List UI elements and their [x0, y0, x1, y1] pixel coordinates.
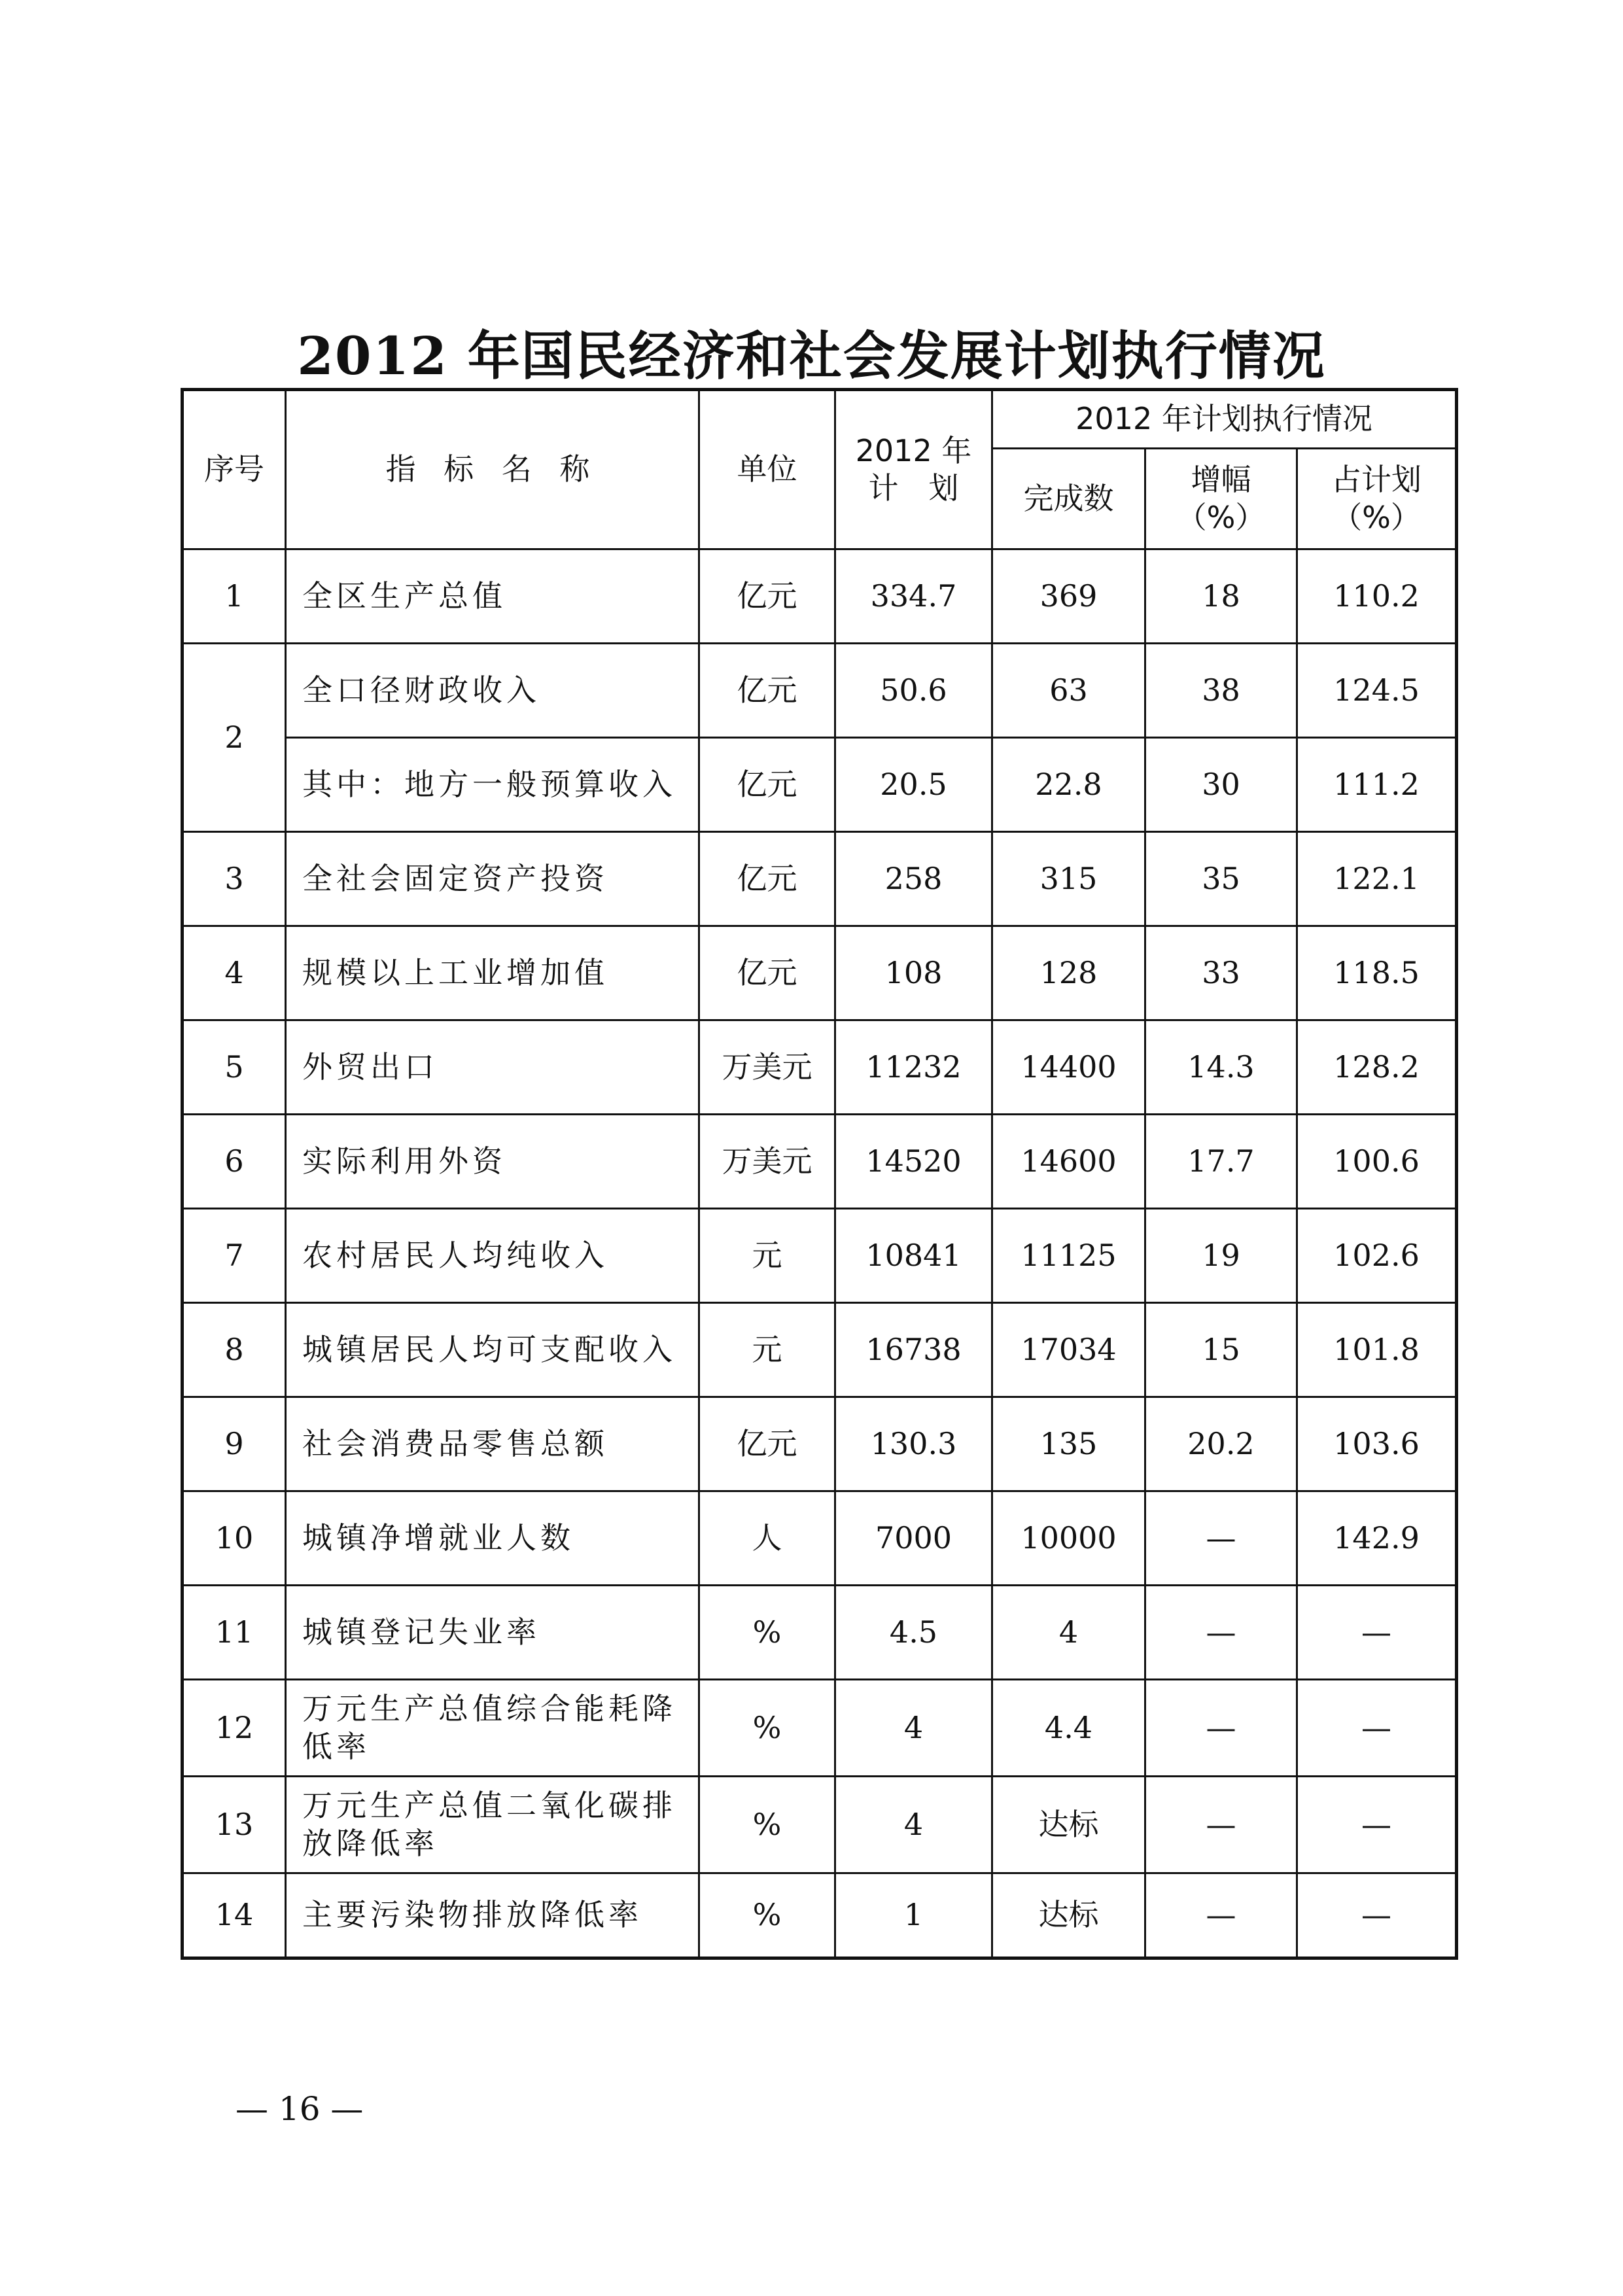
- cell-growth: —: [1145, 1586, 1297, 1680]
- cell-growth: 38: [1145, 644, 1297, 738]
- table-row: [183, 1397, 1457, 1491]
- cell-percent-of-plan: 102.6: [1297, 1209, 1457, 1303]
- cell-plan: 10841: [835, 1209, 992, 1303]
- cell-completed: 10000: [992, 1491, 1145, 1586]
- cell-growth: 18: [1145, 549, 1297, 644]
- cell-indicator-name: 全口径财政收入: [286, 644, 699, 738]
- cell-growth: 30: [1145, 738, 1297, 832]
- cell-unit: %: [699, 1680, 835, 1777]
- cell-completed: 17034: [992, 1303, 1145, 1397]
- cell-seq: 5: [183, 1020, 286, 1115]
- cell-completed: 4.4: [992, 1680, 1145, 1777]
- cell-percent-of-plan: 142.9: [1297, 1491, 1457, 1586]
- cell-completed: 4: [992, 1586, 1145, 1680]
- cell-growth: 19: [1145, 1209, 1297, 1303]
- header-execution-group: 2012 年计划执行情况: [992, 390, 1457, 449]
- plan-execution-table: [181, 388, 1458, 1960]
- cell-seq: 7: [183, 1209, 286, 1303]
- table-row: [183, 1491, 1457, 1586]
- cell-indicator-name: 全区生产总值: [286, 549, 699, 644]
- cell-indicator-name: 农村居民人均纯收入: [286, 1209, 699, 1303]
- cell-completed: 369: [992, 549, 1145, 644]
- cell-completed: 达标: [992, 1777, 1145, 1873]
- cell-completed: 11125: [992, 1209, 1145, 1303]
- cell-completed: 315: [992, 832, 1145, 926]
- cell-seq: 9: [183, 1397, 286, 1491]
- cell-plan: 4.5: [835, 1586, 992, 1680]
- table-row: [183, 926, 1457, 1020]
- page-number: — 16 —: [236, 2090, 364, 2128]
- cell-unit: 元: [699, 1209, 835, 1303]
- cell-seq: 1: [183, 549, 286, 644]
- cell-growth: 35: [1145, 832, 1297, 926]
- cell-plan: 20.5: [835, 738, 992, 832]
- header-growth: 增幅 （%）: [1145, 449, 1297, 549]
- cell-unit: 亿元: [699, 738, 835, 832]
- cell-growth: 17.7: [1145, 1115, 1297, 1209]
- cell-percent-of-plan: 101.8: [1297, 1303, 1457, 1397]
- cell-percent-of-plan: 111.2: [1297, 738, 1457, 832]
- cell-unit: 万美元: [699, 1020, 835, 1115]
- table-row: [183, 1873, 1457, 1958]
- cell-indicator-name: 城镇净增就业人数: [286, 1491, 699, 1586]
- cell-percent-of-plan: 122.1: [1297, 832, 1457, 926]
- table-row: [183, 1777, 1457, 1873]
- header-indicator-name: 指 标 名 称: [286, 390, 699, 549]
- cell-indicator-name: 实际利用外资: [286, 1115, 699, 1209]
- cell-plan: 16738: [835, 1303, 992, 1397]
- cell-seq: 8: [183, 1303, 286, 1397]
- cell-growth: 14.3: [1145, 1020, 1297, 1115]
- cell-plan: 14520: [835, 1115, 992, 1209]
- cell-plan: 4: [835, 1777, 992, 1873]
- cell-completed: 14400: [992, 1020, 1145, 1115]
- page-title: 2012 年国民经济和社会发展计划执行情况: [297, 325, 1326, 387]
- cell-seq: 14: [183, 1873, 286, 1958]
- cell-unit: 元: [699, 1303, 835, 1397]
- cell-plan: 7000: [835, 1491, 992, 1586]
- cell-growth: —: [1145, 1680, 1297, 1777]
- cell-indicator-name: 其中：地方一般预算收入: [286, 738, 699, 832]
- cell-unit: 亿元: [699, 644, 835, 738]
- cell-completed: 128: [992, 926, 1145, 1020]
- cell-indicator-name: 万元生产总值综合能耗降低率: [286, 1680, 699, 1777]
- cell-plan: 4: [835, 1680, 992, 1777]
- cell-unit: 万美元: [699, 1115, 835, 1209]
- table-row: [183, 644, 1457, 738]
- cell-percent-of-plan: —: [1297, 1873, 1457, 1958]
- cell-growth: —: [1145, 1873, 1297, 1958]
- header-completed: 完成数: [992, 449, 1145, 549]
- cell-completed: 14600: [992, 1115, 1145, 1209]
- cell-indicator-name: 主要污染物排放降低率: [286, 1873, 699, 1958]
- table-row: [183, 1586, 1457, 1680]
- cell-percent-of-plan: —: [1297, 1586, 1457, 1680]
- cell-unit: %: [699, 1777, 835, 1873]
- cell-unit: 亿元: [699, 1397, 835, 1491]
- cell-unit: 亿元: [699, 926, 835, 1020]
- cell-percent-of-plan: 103.6: [1297, 1397, 1457, 1491]
- cell-growth: —: [1145, 1491, 1297, 1586]
- cell-growth: 33: [1145, 926, 1297, 1020]
- header-2012-plan: 2012 年 计 划: [835, 390, 992, 549]
- cell-unit: 人: [699, 1491, 835, 1586]
- cell-percent-of-plan: 110.2: [1297, 549, 1457, 644]
- cell-completed: 135: [992, 1397, 1145, 1491]
- cell-seq: 13: [183, 1777, 286, 1873]
- cell-indicator-name: 城镇居民人均可支配收入: [286, 1303, 699, 1397]
- table-row: [183, 1115, 1457, 1209]
- table-row: [183, 832, 1457, 926]
- cell-seq: 12: [183, 1680, 286, 1777]
- cell-plan: 50.6: [835, 644, 992, 738]
- cell-plan: 258: [835, 832, 992, 926]
- header-percent-of-plan: 占计划 （%）: [1297, 449, 1457, 549]
- cell-seq: 10: [183, 1491, 286, 1586]
- cell-indicator-name: 城镇登记失业率: [286, 1586, 699, 1680]
- cell-percent-of-plan: 124.5: [1297, 644, 1457, 738]
- cell-seq: 4: [183, 926, 286, 1020]
- table-row: [183, 1680, 1457, 1777]
- cell-plan: 11232: [835, 1020, 992, 1115]
- cell-unit: 亿元: [699, 549, 835, 644]
- cell-completed: 22.8: [992, 738, 1145, 832]
- cell-percent-of-plan: —: [1297, 1777, 1457, 1873]
- cell-plan: 130.3: [835, 1397, 992, 1491]
- cell-seq: 2: [183, 644, 286, 832]
- cell-seq: 6: [183, 1115, 286, 1209]
- cell-plan: 1: [835, 1873, 992, 1958]
- cell-growth: 20.2: [1145, 1397, 1297, 1491]
- cell-percent-of-plan: 118.5: [1297, 926, 1457, 1020]
- cell-seq: 3: [183, 832, 286, 926]
- cell-indicator-name: 规模以上工业增加值: [286, 926, 699, 1020]
- cell-completed: 达标: [992, 1873, 1145, 1958]
- cell-indicator-name: 社会消费品零售总额: [286, 1397, 699, 1491]
- cell-growth: —: [1145, 1777, 1297, 1873]
- table-row: [183, 1209, 1457, 1303]
- cell-indicator-name: 外贸出口: [286, 1020, 699, 1115]
- cell-percent-of-plan: 100.6: [1297, 1115, 1457, 1209]
- cell-unit: 亿元: [699, 832, 835, 926]
- cell-completed: 63: [992, 644, 1145, 738]
- header-seq: 序号: [183, 390, 286, 549]
- table-row: [183, 549, 1457, 644]
- cell-indicator-name: 全社会固定资产投资: [286, 832, 699, 926]
- cell-percent-of-plan: 128.2: [1297, 1020, 1457, 1115]
- cell-plan: 334.7: [835, 549, 992, 644]
- table-row: [183, 1303, 1457, 1397]
- cell-unit: %: [699, 1586, 835, 1680]
- cell-plan: 108: [835, 926, 992, 1020]
- cell-percent-of-plan: —: [1297, 1680, 1457, 1777]
- table-row: [183, 738, 1457, 832]
- cell-seq: 11: [183, 1586, 286, 1680]
- header-unit: 单位: [699, 390, 835, 549]
- cell-growth: 15: [1145, 1303, 1297, 1397]
- table-row: [183, 1020, 1457, 1115]
- cell-unit: %: [699, 1873, 835, 1958]
- cell-indicator-name: 万元生产总值二氧化碳排放降低率: [286, 1777, 699, 1873]
